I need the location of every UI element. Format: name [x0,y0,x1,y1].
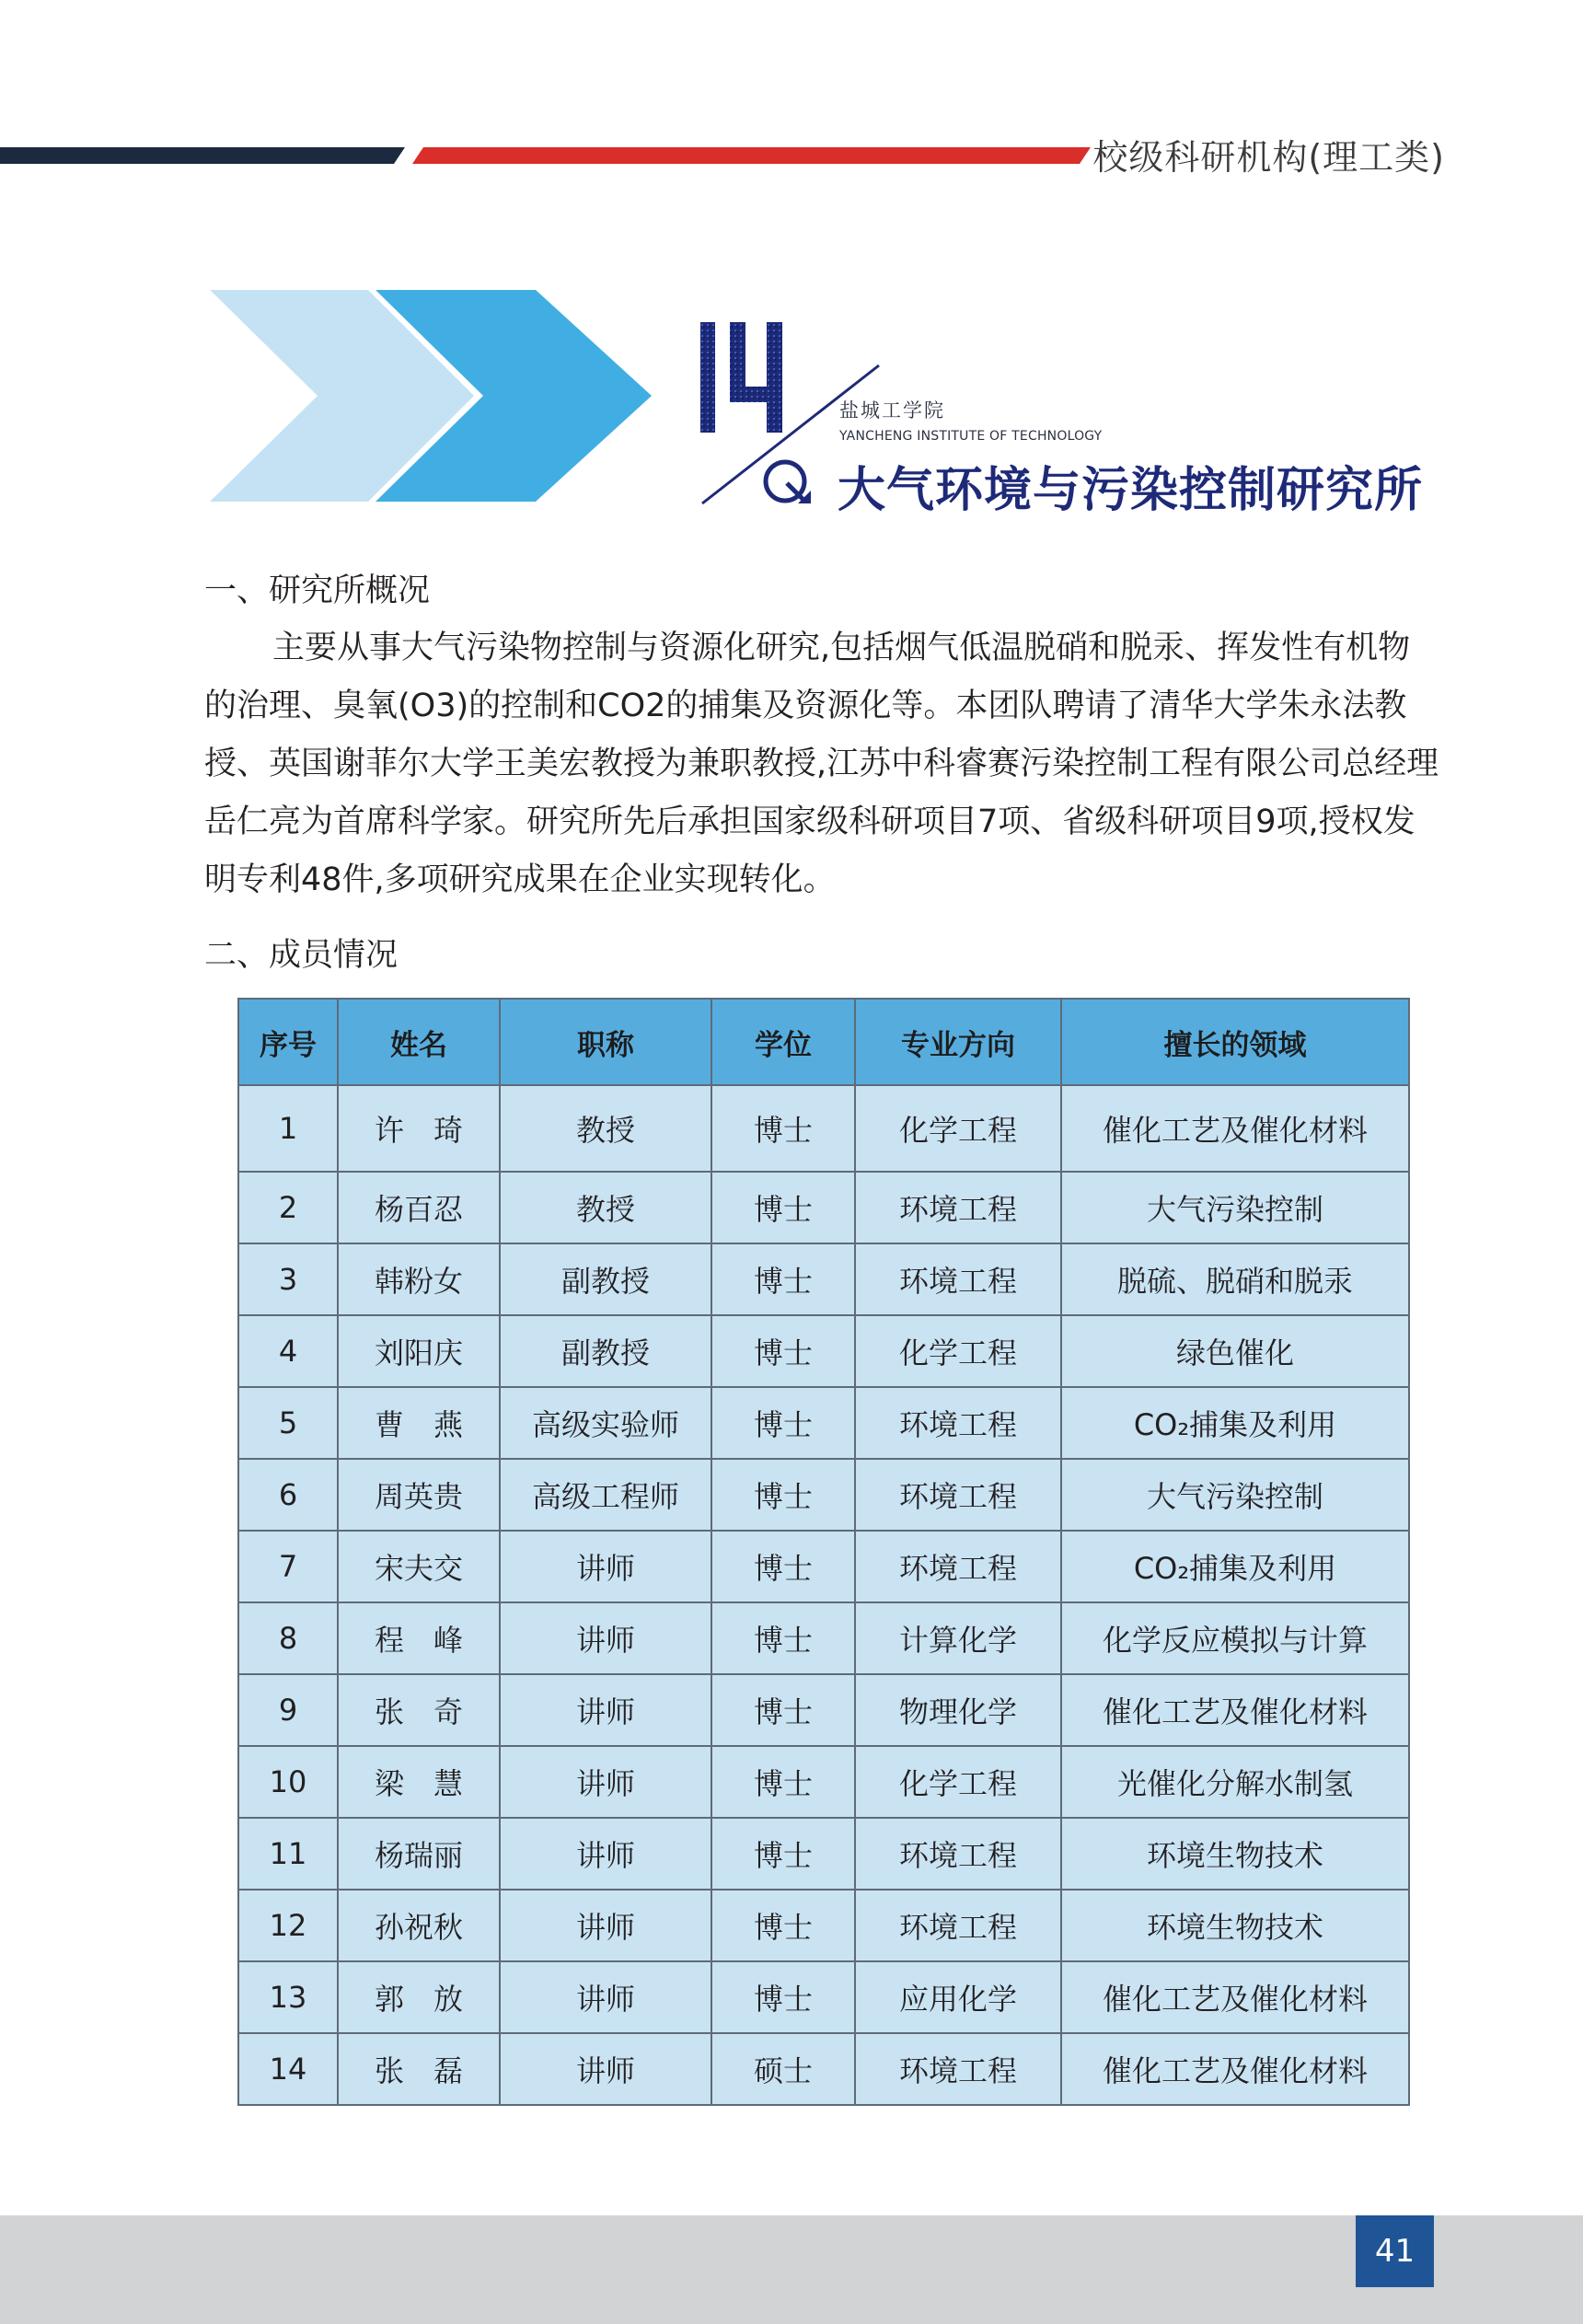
table-cell: 化学反应模拟与计算 [1061,1602,1409,1674]
table-cell: 杨百忍 [338,1172,500,1243]
table-cell: 张 磊 [338,2033,500,2105]
table-cell: 高级工程师 [500,1459,711,1531]
table-cell: 13 [238,1961,338,2033]
table-cell: 6 [238,1459,338,1531]
table-cell: 博士 [711,1602,855,1674]
table-cell: 环境工程 [855,1818,1061,1890]
table-cell: 博士 [711,1085,855,1172]
table-cell: 博士 [711,1961,855,2033]
footer-bar [0,2215,1583,2324]
table-cell: 5 [238,1387,338,1459]
table-cell: 催化工艺及催化材料 [1061,1961,1409,2033]
institution-name-en: YANCHENG INSTITUTE OF TECHNOLOGY [839,429,1103,444]
table-cell: 计算化学 [855,1602,1061,1674]
table-cell: 10 [238,1746,338,1818]
table-cell: 教授 [500,1172,711,1243]
table-row [238,1315,1409,1387]
table-cell: 化学工程 [855,1315,1061,1387]
table-cell: 许 琦 [338,1085,500,1172]
overview-text: 主要从事大气污染物控制与资源化研究,包括烟气低温脱硝和脱汞、挥发性有机物的治理、臭氧(O3)的控制和CO2的捕集及资源化等。本团队聘请了清华大学朱永法教授、英国谢菲尔大学王美宏教授为兼职教授,江苏中科睿赛污染控制工程有限公司总经理岳仁亮为首席科学家。研究所先后承担国家级科研项目7项、省级科研项目9项,授权发明专利48件,多项研究成果在企业实现转化。 [204,630,1439,898]
table-cell: CO₂捕集及利用 [1061,1531,1409,1602]
table-cell: 环境工程 [855,1890,1061,1961]
target-icon [759,454,815,509]
table-header-row [238,999,1409,1085]
column-header: 姓名 [338,999,500,1085]
table-row [238,1961,1409,2033]
table-cell: 高级实验师 [500,1387,711,1459]
table-cell: 博士 [711,1531,855,1602]
table-cell: 讲师 [500,1531,711,1602]
table-cell: 环境生物技术 [1061,1890,1409,1961]
table-cell: 郭 放 [338,1961,500,2033]
table-cell: 周英贵 [338,1459,500,1531]
table-cell: 应用化学 [855,1961,1061,2033]
column-header: 专业方向 [855,999,1061,1085]
chevron-arrows-graphic [202,285,663,506]
table-cell: 催化工艺及催化材料 [1061,1085,1409,1172]
table-cell: 博士 [711,1674,855,1746]
table-row [238,1818,1409,1890]
table-cell: 教授 [500,1085,711,1172]
table-row [238,2033,1409,2105]
table-cell: 环境工程 [855,1531,1061,1602]
table-cell: 韩粉女 [338,1243,500,1315]
institute-title: 大气环境与污染控制研究所 [838,463,1424,518]
table-row [238,1531,1409,1602]
table-cell: 博士 [711,1315,855,1387]
table-row [238,1602,1409,1674]
table-cell: 讲师 [500,1746,711,1818]
page-number: 41 [1356,2215,1434,2287]
section-1-title: 一、研究所概况 [204,572,431,609]
table-cell: 宋夫交 [338,1531,500,1602]
table-cell: 环境工程 [855,1172,1061,1243]
table-row [238,1243,1409,1315]
table-row [238,1746,1409,1818]
table-cell: 化学工程 [855,1085,1061,1172]
table-cell: 14 [238,2033,338,2105]
column-header: 学位 [711,999,855,1085]
table-cell: 副教授 [500,1243,711,1315]
institution-name-cn: 盐城工学院 [839,399,945,422]
table-cell: 张 奇 [338,1674,500,1746]
table-cell: 11 [238,1818,338,1890]
table-cell: 孙祝秋 [338,1890,500,1961]
table-cell: 大气污染控制 [1061,1172,1409,1243]
overview-paragraph [204,619,1442,909]
table-cell: 环境工程 [855,1243,1061,1315]
table-cell: 2 [238,1172,338,1243]
table-row [238,1085,1409,1172]
table-row [238,1890,1409,1961]
table-cell: 催化工艺及催化材料 [1061,2033,1409,2105]
table-cell: 博士 [711,1459,855,1531]
table-cell: 讲师 [500,1674,711,1746]
table-cell: 环境工程 [855,1387,1061,1459]
table-row [238,1387,1409,1459]
table-cell: CO₂捕集及利用 [1061,1387,1409,1459]
table-row [238,1459,1409,1531]
table-cell: 杨瑞丽 [338,1818,500,1890]
table-cell: 讲师 [500,2033,711,2105]
table-cell: 副教授 [500,1315,711,1387]
table-cell: 博士 [711,1243,855,1315]
table-row [238,1674,1409,1746]
section-header-label: 校级科研机构(理工类) [1092,137,1445,178]
table-cell: 3 [238,1243,338,1315]
table-cell: 12 [238,1890,338,1961]
table-cell: 化学工程 [855,1746,1061,1818]
column-header: 擅长的领域 [1061,999,1409,1085]
table-cell: 环境工程 [855,2033,1061,2105]
table-body [238,1085,1409,2105]
table-cell: 催化工艺及催化材料 [1061,1674,1409,1746]
table-cell: 讲师 [500,1602,711,1674]
table-cell: 博士 [711,1172,855,1243]
table-cell: 程 峰 [338,1602,500,1674]
table-cell: 9 [238,1674,338,1746]
table-cell: 硕士 [711,2033,855,2105]
table-cell: 7 [238,1531,338,1602]
table-cell: 1 [238,1085,338,1172]
column-header: 序号 [238,999,338,1085]
table-cell: 讲师 [500,1818,711,1890]
table-cell: 脱硫、脱硝和脱汞 [1061,1243,1409,1315]
table-cell: 大气污染控制 [1061,1459,1409,1531]
table-cell: 绿色催化 [1061,1315,1409,1387]
table-cell: 博士 [711,1818,855,1890]
header-stripe [0,138,1104,166]
column-header: 职称 [500,999,711,1085]
table-cell: 梁 慧 [338,1746,500,1818]
table-cell: 讲师 [500,1890,711,1961]
table-cell: 刘阳庆 [338,1315,500,1387]
members-table [237,998,1410,2106]
table-cell: 光催化分解水制氢 [1061,1746,1409,1818]
table-cell: 博士 [711,1387,855,1459]
table-cell: 讲师 [500,1961,711,2033]
table-cell: 物理化学 [855,1674,1061,1746]
section-2-title: 二、成员情况 [204,937,399,974]
table-cell: 博士 [711,1746,855,1818]
table-cell: 环境工程 [855,1459,1061,1531]
table-cell: 8 [238,1602,338,1674]
table-cell: 4 [238,1315,338,1387]
table-cell: 曹 燕 [338,1387,500,1459]
table-row [238,1172,1409,1243]
table-cell: 博士 [711,1890,855,1961]
table-cell: 环境生物技术 [1061,1818,1409,1890]
